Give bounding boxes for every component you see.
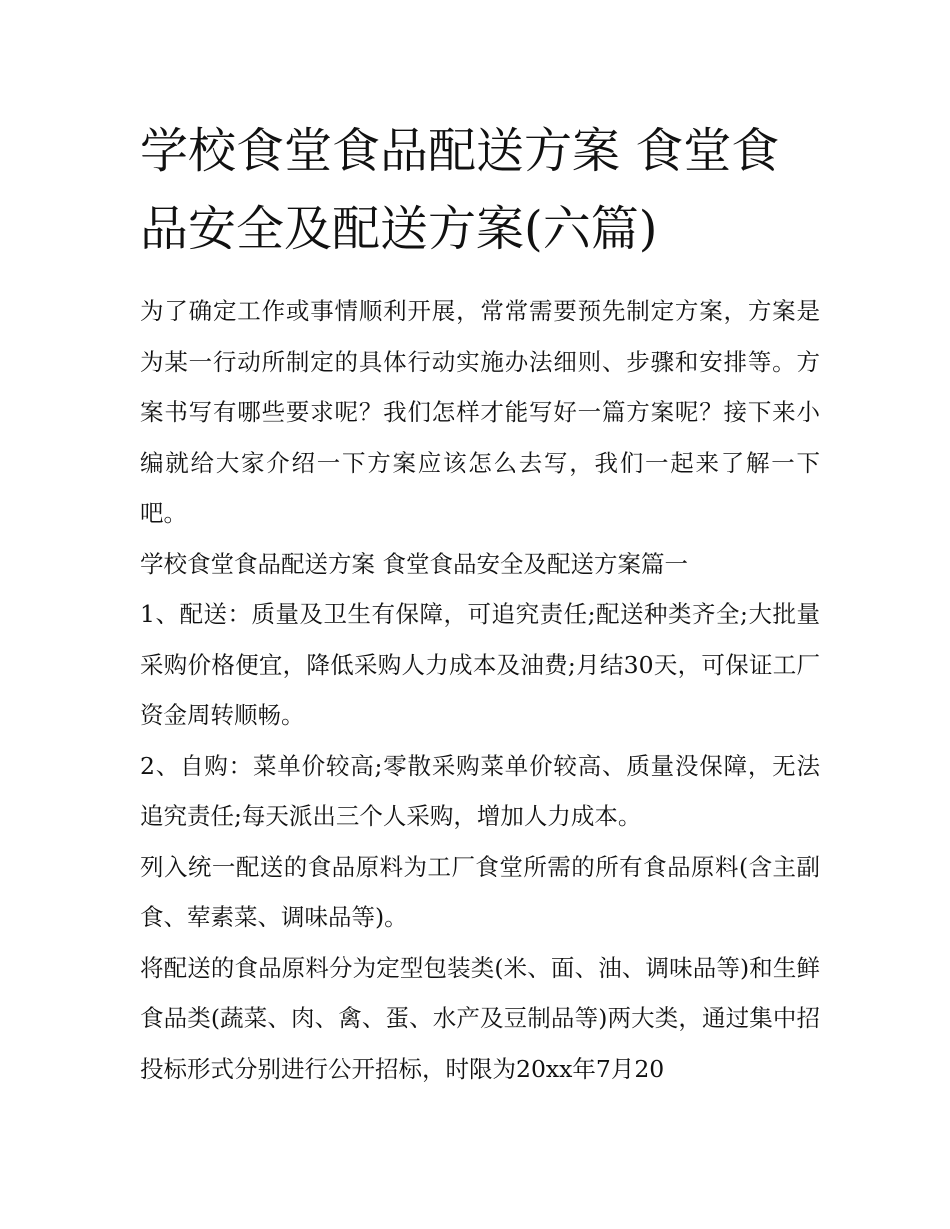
intro-paragraph: 为了确定工作或事情顺利开展，常常需要预先制定方案，方案是为某一行动所制定的具体行动实施办法细则、步骤和安排等。方案书写有哪些要求呢？我们怎样才能写好一篇方案呢？接下来小编就给大家介绍一下方案应该怎么去写，我们一起来了解一下吧。 [140,297,820,527]
scope-paragraph: 列入统一配送的食品原料为工厂食堂所需的所有食品原料(含主副食、荤素菜、调味品等)。 [140,852,820,931]
classification-paragraph: 将配送的食品原料分为定型包装类(米、面、油、调味品等)和生鲜食品类(蔬菜、肉、禽、蛋、水产及豆制品等)两大类，通过集中招投标形式分别进行公开招标，时限为20xx年7月20 [140,953,820,1083]
section-heading: 学校食堂食品配送方案 食堂食品安全及配送方案篇一 [140,549,688,578]
item-self-purchase-paragraph: 2、自购：菜单价较高;零散采购菜单价较高、质量没保障，无法追究责任;每天派出三个人采购，增加人力成本。 [140,751,820,830]
document-page [140,112,820,1094]
document-title: 学校食堂食品配送方案 食堂食品安全及配送方案(六篇) [140,123,780,257]
item-delivery-paragraph: 1、配送：质量及卫生有保障，可追究责任;配送种类齐全;大批量采购价格便宜，降低采购人力成本及油费;月结30天，可保证工厂资金周转顺畅。 [140,600,820,729]
